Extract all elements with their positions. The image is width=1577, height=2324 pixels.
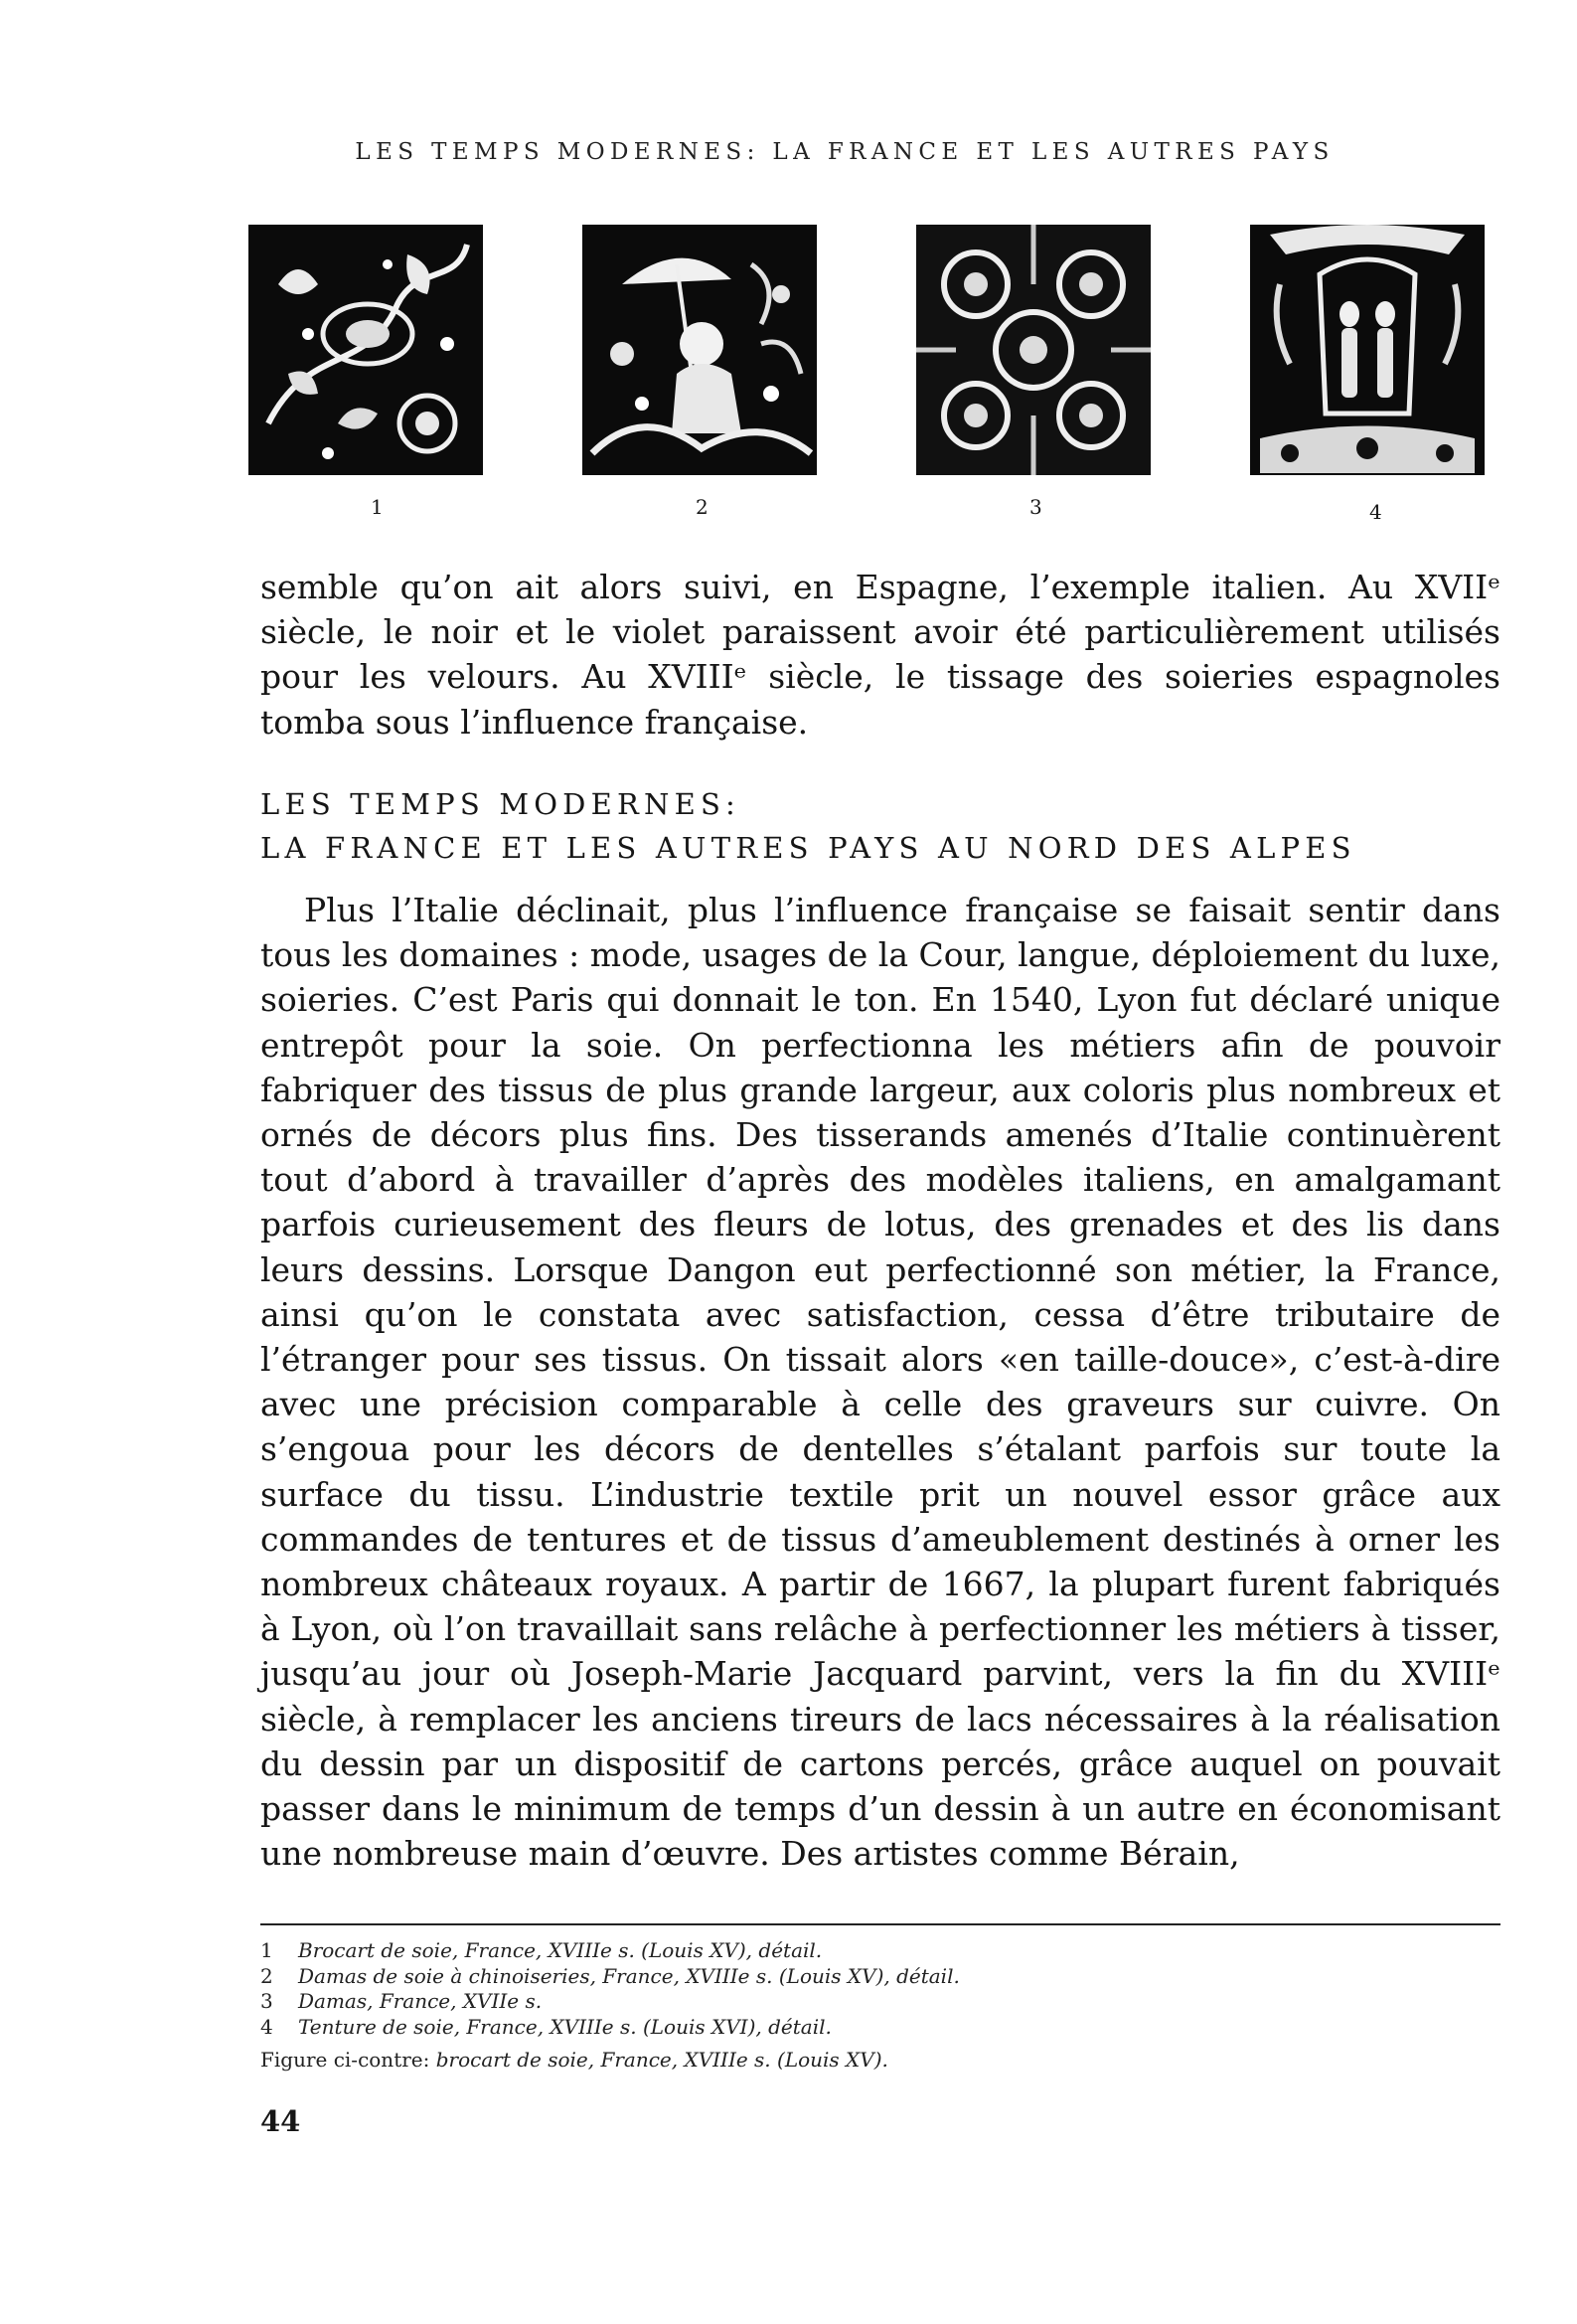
intro-paragraph-text: semble qu’on ait alors suivi, en Espagne, l’exemple italien. Au XVIIᵉ siècle, le noir et le violet paraissent avoir été particulièrement utilisés pour les velours. Au XVIIIᵉ siècle, le tissage des soieries espagnoles tomba sous l’influence française. [260, 568, 1500, 742]
page-number: 44 [260, 2104, 301, 2138]
running-head: LES TEMPS MODERNES: LA FRANCE ET LES AUTRES PAYS [355, 139, 1335, 165]
figure-2-chinoiserie-image [582, 225, 817, 475]
section-heading-line-2: LA FRANCE ET LES AUTRES PAYS AU NORD DES ALPES [260, 831, 1356, 865]
figure-3-damas-image [916, 225, 1151, 475]
figure-number-4: 4 [1369, 500, 1382, 524]
footnote-3: 3 Damas, France, XVIIe s. [260, 1989, 543, 2013]
intro-paragraph [260, 565, 1500, 745]
footnote-divider [260, 1923, 1500, 1925]
figure-number-1: 1 [371, 495, 384, 519]
footnotes [260, 1938, 1500, 2074]
footnote-4: 4 Tenture de soie, France, XVIIIe s. (Louis XVI), détail. [260, 2014, 832, 2039]
figure-1-brocart-image [248, 225, 483, 475]
footnote-1: 1 Brocart de soie, France, XVIIIe s. (Louis XV), détail. [260, 1938, 823, 1962]
main-paragraph [260, 888, 1500, 1876]
section-heading-line-1: LES TEMPS MODERNES: [260, 787, 741, 821]
figure-number-2: 2 [696, 495, 709, 519]
main-paragraph-text: Plus l’Italie déclinait, plus l’influence française se faisait sentir dans tous les domaines : mode, usages de la Cour, langue, déploiement du luxe, soieries. C’est Paris qui donnait le ton. En 1540, Lyon fut déclaré unique entrepôt pour la soie. On perfectionna les métiers afin de pouvoir fabriquer des tissus de plus grande largeur, aux coloris plus nombreux et ornés de décors plus fins. Des tisserands amenés d’Italie continuèrent tout d’abord à travailler d’après des modèles italiens, en amalgamant parfois curieusement des fleurs de lotus, des grenades et des lis dans leurs dessins. Lorsque Dangon eut perfectionné son métier, la France, ainsi qu’on le constata avec satisfaction, cessa d’être tributaire de l’étranger pour ses tissus. On tissait alors «en taille-douce», c’est-à-dire avec une précision comparable à celle des graveurs sur cuivre. On s’engoua pour les décors de dentelles s’étalant parfois sur toute la surface du tissu. L’industrie textile prit un nouvel essor grâce aux commandes de tentures et de tissus d’ameublement destinés à orner les nombreux châteaux royaux. A partir de 1667, la plupart furent fabriqués à Lyon, où l’on travaillait sans relâche à perfectionner les métiers à tisser, jusqu’au jour où Joseph-Marie Jacquard parvint, vers la fin du XVIIIᵉ siècle, à remplacer les anciens tireurs de lacs nécessaires à la réalisation du dessin par un dispositif de cartons percés, grâce auquel on pouvait passer dans le minimum de temps d’un dessin à un autre en économisant une nombreuse main d’œuvre. Des artistes comme Bérain, [260, 891, 1500, 1874]
section-heading [260, 782, 1500, 870]
figure-caption [260, 2048, 1500, 2074]
figure-number-3: 3 [1029, 495, 1042, 519]
figure-caption-label: Figure ci-contre: [260, 2048, 430, 2072]
figure-4-tenture-image [1250, 225, 1485, 475]
figure-caption-text: brocart de soie, France, XVIIIe s. (Louis XV). [435, 2048, 888, 2072]
footnote-2: 2 Damas de soie à chinoiseries, France, XVIIIe s. (Louis XV), détail. [260, 1963, 960, 1988]
